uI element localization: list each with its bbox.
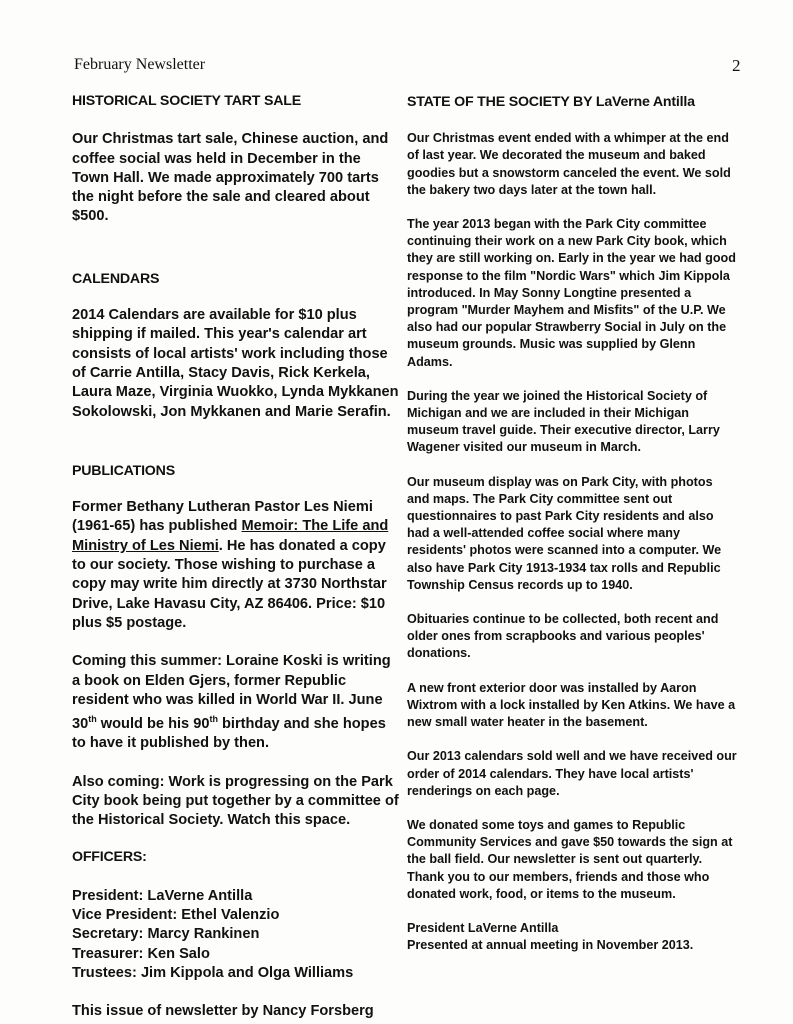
publications-paragraph-2: Coming this summer: Loraine Koski is writing a book on Elden Gjers, former Republic resident who was killed in World War II. June 30th would be his 90th birthday and she hopes to have it published by then. (72, 653, 391, 752)
page-number: 2 (732, 56, 741, 75)
society-paragraph: Our 2013 calendars sold well and we have received our order of 2014 calendars. They have local artists' renderings on each page. (407, 749, 737, 798)
right-column (407, 94, 737, 954)
society-paragraph: Our Christmas event ended with a whimper at the end of last year. We decorated the museum and baked goodies but a snowstorm canceled the event. We sold the bakery two days later at the town hall. (407, 131, 731, 197)
officer-vice-president: Vice President: Ethel Valenzio (72, 907, 280, 924)
society-paragraph: A new front exterior door was installed by Aaron Wixtrom with a lock installed by Ken Atkins. We have a new small water heater in the basement. (407, 680, 736, 730)
officers-list (72, 887, 400, 983)
signature-block (407, 920, 737, 954)
officer-trustees: Trustees: Jim Kippola and Olga Williams (72, 964, 354, 981)
newsletter-credit: This issue of newsletter by Nancy Forsberg (72, 1003, 374, 1020)
newsletter-title: February Newsletter (74, 56, 206, 73)
tart-sale-heading: HISTORICAL SOCIETY TART SALE (72, 93, 302, 109)
left-column (72, 92, 400, 1022)
signature-name: President LaVerne Antilla (407, 920, 559, 935)
society-paragraph: During the year we joined the Historical Society of Michigan and we are included in their Michigan museum travel guide. Their executive director, Larry Wagener visited our museum in March. (407, 388, 720, 455)
society-paragraph: Our museum display was on Park City, with photos and maps. The Park City committee sent out questionnaires to past Park City residents and also had a well-attended coffee social where many residents' photos were scanned into a computer. We also have Park City 1913-1934 tax rolls and Republic Township Census records up to 1940. (407, 474, 722, 592)
society-paragraph: The year 2013 began with the Park City committee continuing their work on a new Park City book, which they are still working on. Early in the year we had good response to the film "Nordic Wars" which Jim Kippola introduced. In May Sonny Longtine presented a program "Murder Mayhem and Misfits" of the U.P. We also had our popular Strawberry Social in July on the museum grounds. Music was supplied by Glenn Adams. (407, 217, 736, 369)
calendars-heading: CALENDARS (72, 270, 160, 287)
signature-note: Presented at annual meeting in November 2013. (407, 938, 694, 953)
tart-sale-body: Our Christmas tart sale, Chinese auction, and coffee social was held in December in the Town Hall. We made approximately 700 tarts the night before the sale and cleared about $500. (72, 131, 389, 225)
officer-treasurer: Treasurer: Ken Salo (72, 945, 210, 962)
society-paragraph: We donated some toys and games to Republic Community Services and gave $50 towards the sign at the ball field. Our newsletter is sent out quarterly. Thank you to our members, friends and those who donated work, food, or items to the museum. (407, 817, 733, 901)
publications-heading: PUBLICATIONS (72, 462, 175, 479)
officer-secretary: Secretary: Marcy Rankinen (72, 926, 260, 943)
calendars-body: 2014 Calendars are available for $10 plus shipping if mailed. This year's calendar art consists of local artists' work including those of Carrie Antilla, Stacy Davis, Rick Kerkela, Laura Maze, Virginia Wuokko, Lynda Mykkanen Sokolowski, Jon Mykkanen and Marie Serafin. (72, 307, 399, 420)
publications-paragraph-3: Also coming: Work is progressing on the Park City book being put together by a committee of the Historical Society. Watch this space. (72, 773, 399, 829)
officers-heading: OFFICERS: (72, 849, 147, 866)
publications-paragraph-1: Former Bethany Lutheran Pastor Les Niemi (1961-65) has published Memoir: The Life and Ministry of Les Niemi. He has donated a copy to our society. Those wishing to purchase a copy may write him directly at 3730 Northstar Drive, Lake Havasu City, AZ 86406. Price: $10 plus $5 postage. (72, 499, 389, 631)
society-paragraph: Obituaries continue to be collected, both recent and older ones from scrapbooks and various peoples' donations. (407, 612, 719, 661)
state-of-society-heading: STATE OF THE SOCIETY BY LaVerne Antilla (407, 94, 695, 110)
officer-president: President: LaVerne Antilla (72, 887, 253, 904)
memoir-title: Memoir: The Life and Ministry of Les Niemi (72, 518, 389, 554)
